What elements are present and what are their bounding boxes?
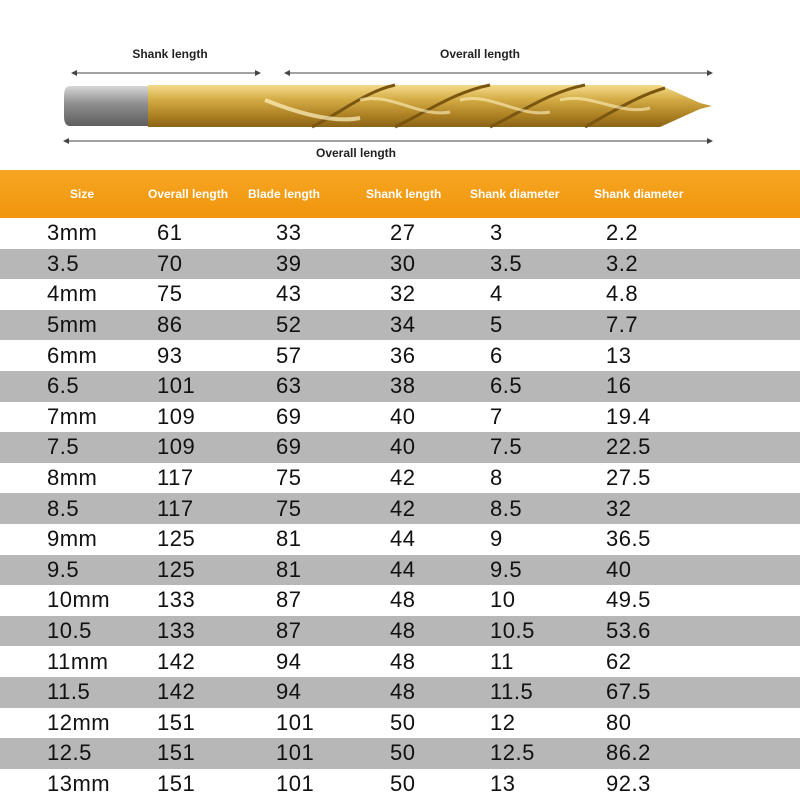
table-header-row	[0, 170, 800, 218]
cell-shank-length: 36	[390, 342, 416, 368]
cell-shank-length: 42	[390, 465, 416, 491]
cell-shank-diameter: 9	[490, 526, 503, 552]
cell-shank-diameter-2: 80	[606, 709, 632, 735]
cell-shank-length: 27	[390, 220, 416, 246]
cell-shank-diameter-2: 27.5	[606, 465, 651, 491]
drill-bit-diagram	[0, 0, 800, 170]
header-overall-length: Overall length	[148, 187, 229, 201]
table-row	[0, 708, 800, 739]
cell-size: 11.5	[47, 679, 91, 705]
cell-size: 11mm	[47, 648, 109, 674]
cell-blade-length: 94	[276, 679, 302, 705]
cell-shank-diameter: 8	[490, 465, 503, 491]
cell-blade-length: 33	[276, 220, 302, 246]
cell-overall-length: 93	[157, 342, 183, 368]
cell-shank-diameter: 10	[490, 587, 516, 613]
table-row	[0, 616, 800, 647]
cell-shank-diameter-2: 4.8	[606, 281, 639, 307]
table-row	[0, 279, 800, 310]
cell-overall-length: 117	[157, 495, 194, 521]
cell-overall-length: 101	[157, 373, 196, 399]
overall-length-bottom-label: Overall length	[315, 146, 397, 160]
table-row	[0, 340, 800, 371]
cell-blade-length: 52	[276, 312, 302, 338]
cell-blade-length: 43	[276, 281, 302, 307]
cell-shank-length: 42	[390, 495, 416, 521]
cell-shank-diameter-2: 67.5	[606, 679, 651, 705]
cell-shank-diameter: 11	[490, 648, 514, 674]
cell-overall-length: 133	[157, 618, 196, 644]
cell-blade-length: 87	[276, 587, 302, 613]
cell-shank-diameter: 5	[490, 312, 503, 338]
cell-shank-diameter: 7.5	[490, 434, 523, 460]
cell-overall-length: 125	[157, 556, 196, 582]
cell-size: 7.5	[47, 434, 80, 460]
cell-shank-diameter-2: 32	[606, 495, 632, 521]
cell-blade-length: 39	[276, 250, 302, 276]
cell-shank-diameter-2: 92.3	[606, 770, 651, 796]
drill-spec-table	[0, 170, 800, 799]
table-row	[0, 218, 800, 249]
cell-overall-length: 61	[157, 220, 183, 246]
cell-shank-diameter: 3.5	[490, 250, 523, 276]
cell-shank-length: 48	[390, 679, 416, 705]
table-row	[0, 493, 800, 524]
cell-shank-diameter: 7	[490, 403, 503, 429]
cell-blade-length: 101	[276, 709, 315, 735]
cell-overall-length: 109	[157, 434, 196, 460]
cell-shank-diameter: 12.5	[490, 740, 535, 766]
cell-overall-length: 133	[157, 587, 196, 613]
cell-shank-length: 32	[390, 281, 416, 307]
cell-shank-length: 38	[390, 373, 416, 399]
cell-shank-length: 48	[390, 648, 416, 674]
cell-size: 10.5	[47, 618, 92, 644]
overall-length-top-label: Overall length	[439, 47, 521, 61]
cell-shank-length: 50	[390, 740, 416, 766]
cell-shank-diameter-2: 3.2	[606, 250, 639, 276]
table-row	[0, 402, 800, 433]
cell-size: 3.5	[47, 250, 80, 276]
cell-blade-length: 75	[276, 465, 302, 491]
cell-shank-diameter: 12	[490, 709, 516, 735]
cell-overall-length: 142	[157, 679, 196, 705]
cell-overall-length: 109	[157, 403, 196, 429]
cell-size: 8.5	[47, 495, 80, 521]
table-row	[0, 769, 800, 800]
cell-overall-length: 86	[157, 312, 183, 338]
cell-blade-length: 101	[276, 770, 315, 796]
cell-blade-length: 63	[276, 373, 302, 399]
cell-shank-diameter: 11.5	[490, 679, 534, 705]
cell-blade-length: 57	[276, 342, 302, 368]
cell-shank-length: 44	[390, 526, 416, 552]
cell-size: 6mm	[47, 342, 98, 368]
cell-blade-length: 81	[276, 526, 302, 552]
cell-size: 9mm	[47, 526, 98, 552]
cell-overall-length: 75	[157, 281, 183, 307]
shank-length-label: Shank length	[132, 47, 208, 61]
cell-overall-length: 151	[157, 709, 196, 735]
cell-size: 12.5	[47, 740, 92, 766]
cell-shank-length: 50	[390, 770, 416, 796]
cell-shank-diameter: 8.5	[490, 495, 523, 521]
cell-shank-length: 34	[390, 312, 416, 338]
cell-blade-length: 75	[276, 495, 302, 521]
cell-blade-length: 81	[276, 556, 302, 582]
cell-shank-diameter-2: 49.5	[606, 587, 651, 613]
cell-shank-diameter: 9.5	[490, 556, 523, 582]
cell-shank-length: 40	[390, 434, 416, 460]
cell-overall-length: 151	[157, 770, 196, 796]
cell-shank-diameter-2: 40	[606, 556, 632, 582]
cell-overall-length: 70	[157, 250, 183, 276]
table-row	[0, 371, 800, 402]
cell-size: 3mm	[47, 220, 98, 246]
cell-blade-length: 101	[276, 740, 315, 766]
cell-overall-length: 125	[157, 526, 196, 552]
cell-overall-length: 117	[157, 465, 194, 491]
cell-shank-diameter-2: 22.5	[606, 434, 651, 460]
table-row	[0, 555, 800, 586]
header-shank-diameter-2: Shank diameter	[594, 187, 684, 201]
cell-blade-length: 69	[276, 434, 302, 460]
cell-size: 4mm	[47, 281, 98, 307]
cell-shank-diameter: 3	[490, 220, 503, 246]
cell-size: 6.5	[47, 373, 80, 399]
cell-shank-length: 48	[390, 587, 416, 613]
cell-shank-length: 50	[390, 709, 416, 735]
cell-size: 7mm	[47, 403, 98, 429]
cell-blade-length: 69	[276, 403, 302, 429]
cell-shank-diameter-2: 86.2	[606, 740, 651, 766]
header-size: Size	[70, 187, 95, 201]
cell-overall-length: 151	[157, 740, 196, 766]
table-row	[0, 249, 800, 280]
table-row	[0, 310, 800, 341]
table-row	[0, 646, 800, 677]
cell-shank-diameter-2: 16	[606, 373, 632, 399]
table-row	[0, 524, 800, 555]
cell-size: 10mm	[47, 587, 111, 613]
cell-shank-diameter-2: 53.6	[606, 618, 651, 644]
header-shank-length: Shank length	[366, 187, 442, 201]
cell-size: 9.5	[47, 556, 80, 582]
cell-shank-diameter: 13	[490, 770, 516, 796]
table-row	[0, 738, 800, 769]
cell-shank-diameter-2: 62	[606, 648, 632, 674]
cell-shank-diameter: 6	[490, 342, 503, 368]
cell-shank-diameter-2: 2.2	[606, 220, 639, 246]
cell-blade-length: 87	[276, 618, 302, 644]
cell-overall-length: 142	[157, 648, 196, 674]
cell-shank-length: 48	[390, 618, 416, 644]
cell-shank-diameter: 4	[490, 281, 503, 307]
table-row	[0, 677, 800, 708]
cell-shank-diameter-2: 7.7	[606, 312, 639, 338]
table-row	[0, 432, 800, 463]
table-body	[0, 218, 800, 799]
header-blade-length: Blade length	[248, 187, 321, 201]
cell-size: 13mm	[47, 770, 111, 796]
table-row	[0, 585, 800, 616]
cell-size: 5mm	[47, 312, 98, 338]
cell-shank-diameter: 10.5	[490, 618, 535, 644]
cell-shank-diameter-2: 13	[606, 342, 632, 368]
cell-blade-length: 94	[276, 648, 302, 674]
drill-bit-icon	[64, 85, 712, 127]
cell-shank-length: 40	[390, 403, 416, 429]
cell-shank-diameter-2: 36.5	[606, 526, 651, 552]
cell-shank-diameter: 6.5	[490, 373, 523, 399]
cell-shank-length: 44	[390, 556, 416, 582]
cell-size: 8mm	[47, 465, 98, 491]
cell-shank-length: 30	[390, 250, 416, 276]
table-row	[0, 463, 800, 494]
cell-size: 12mm	[47, 709, 111, 735]
cell-shank-diameter-2: 19.4	[606, 403, 651, 429]
header-shank-diameter: Shank diameter	[470, 187, 560, 201]
